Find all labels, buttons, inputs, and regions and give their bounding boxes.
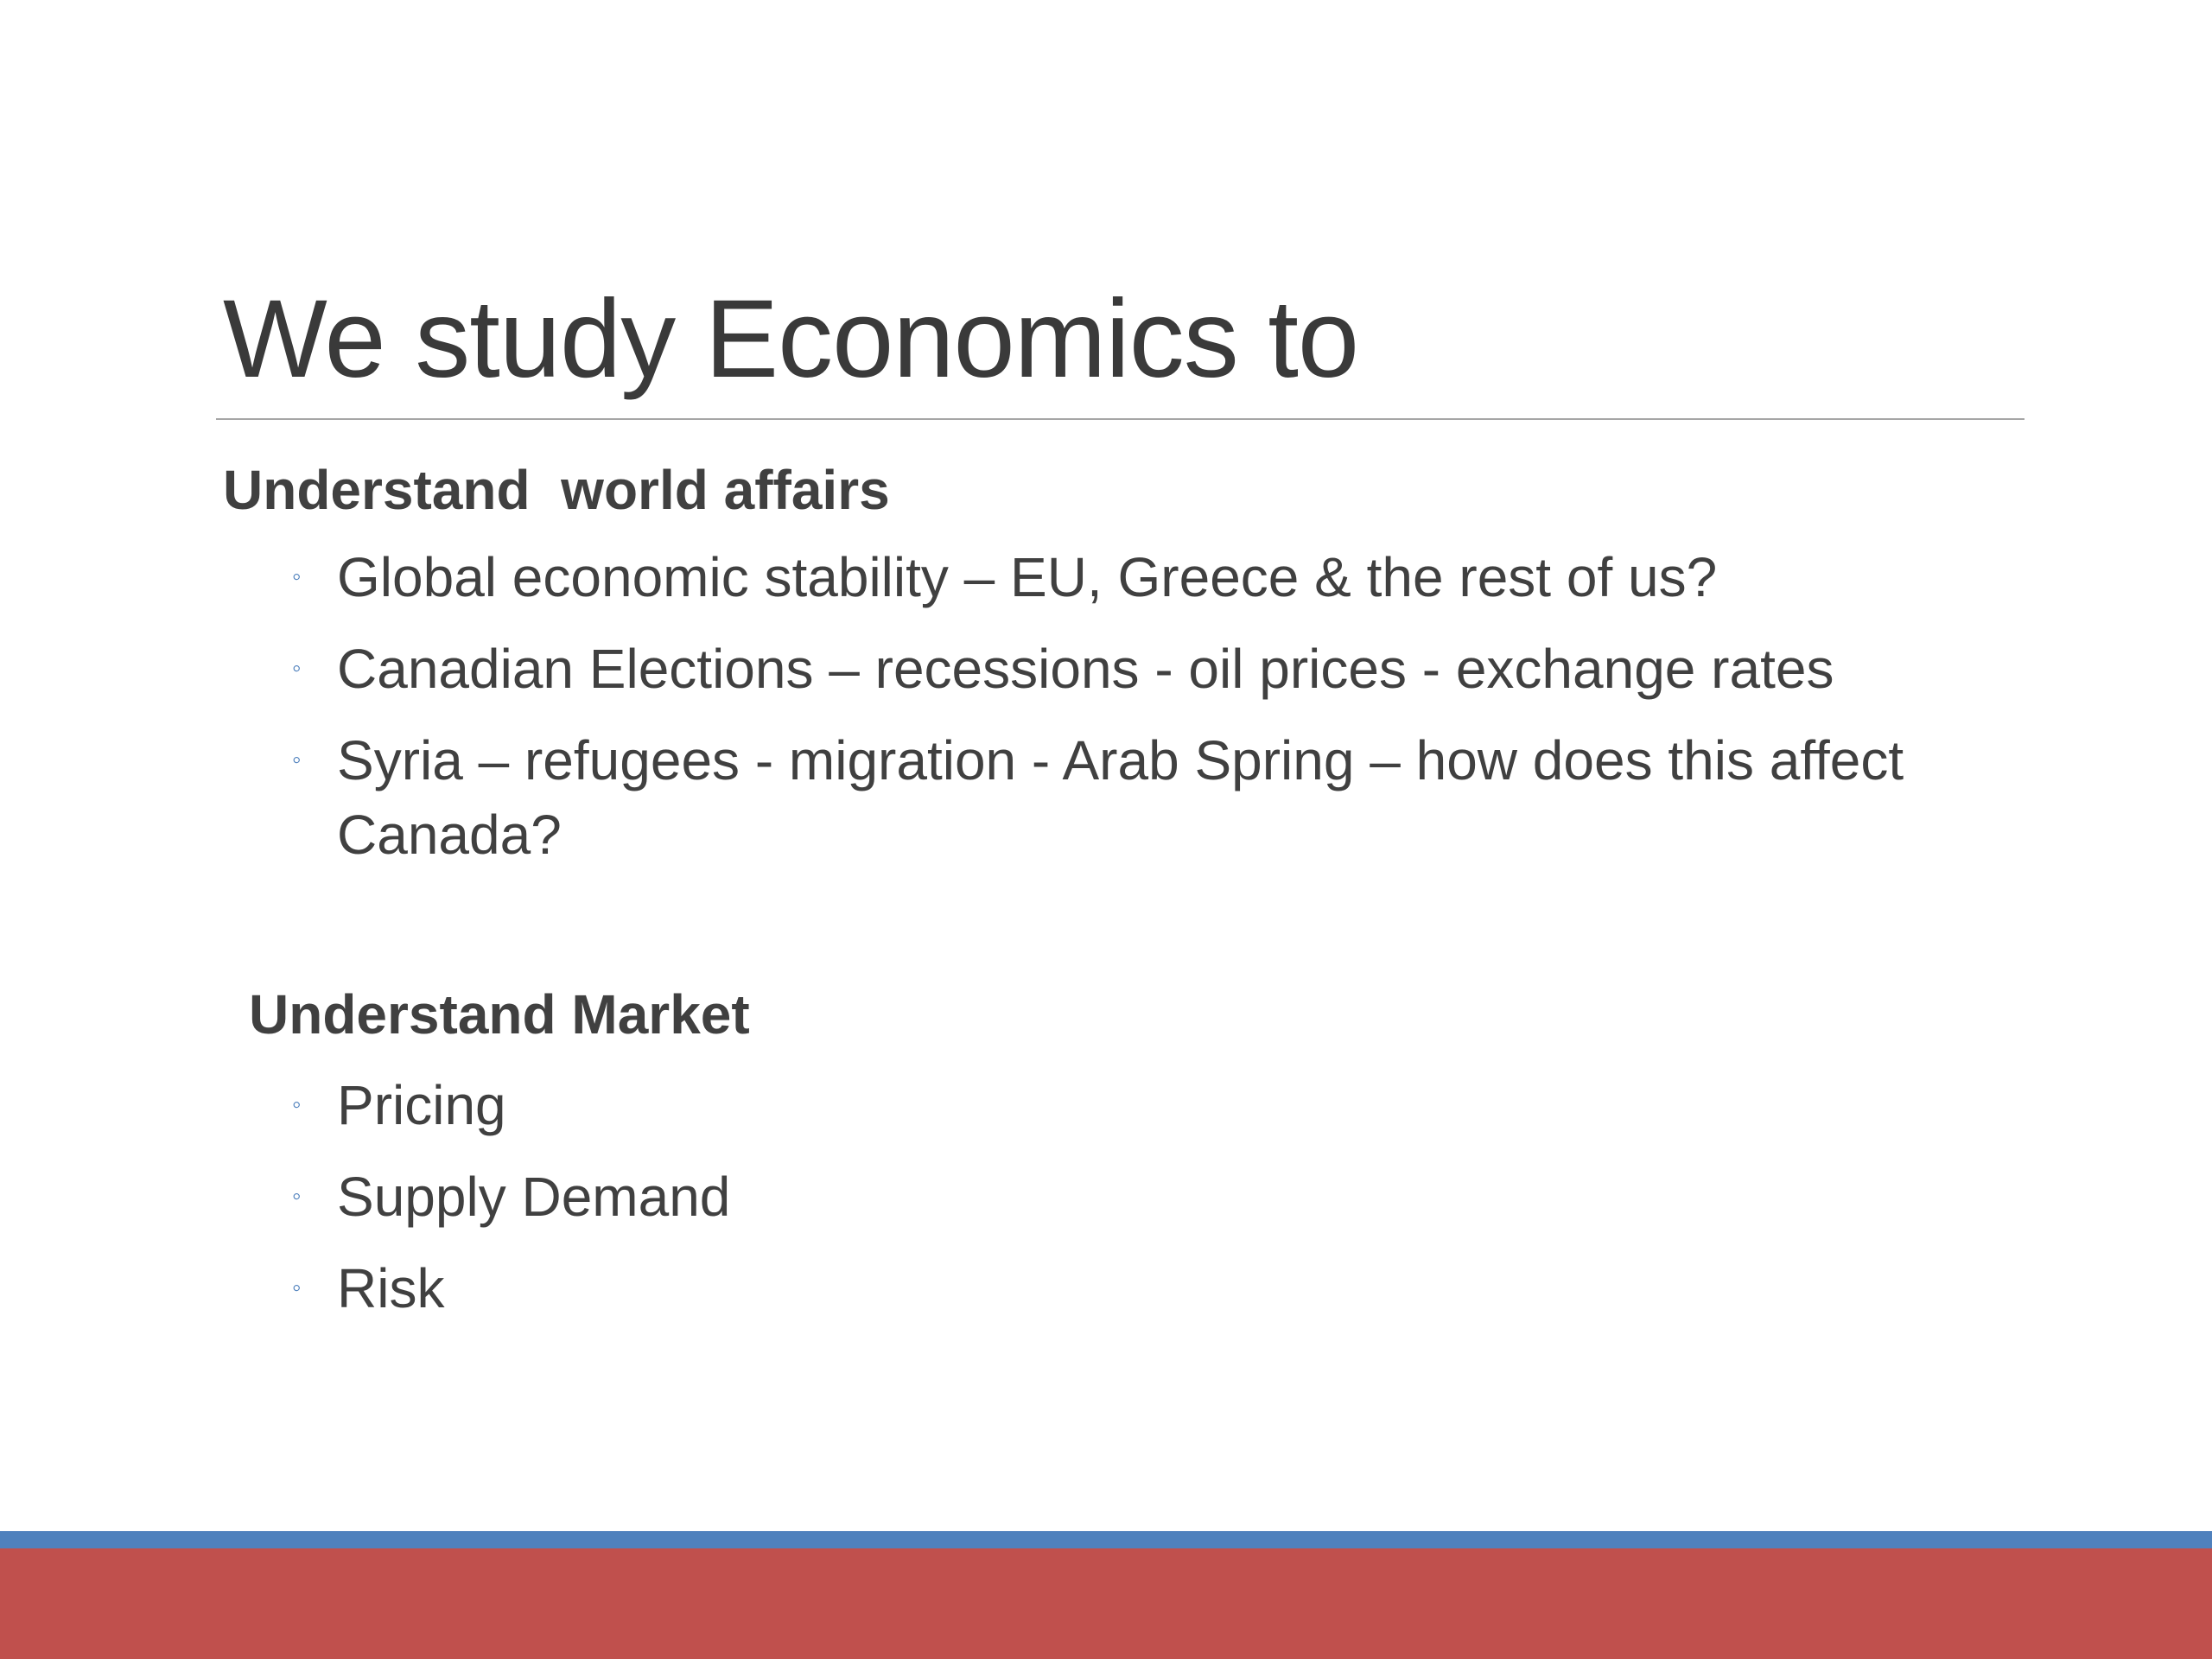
bullet-text: Pricing [337, 1074, 506, 1136]
footer-band [0, 1548, 2212, 1659]
list-item [292, 1251, 2005, 1325]
list-item [292, 1160, 2005, 1234]
section-heading-market: Understand Market [249, 983, 750, 1046]
bullet-text: Supply Demand [337, 1166, 731, 1228]
bullet-circle-icon: ◦ [292, 1090, 302, 1119]
list-item [292, 632, 2005, 706]
bullet-circle-icon: ◦ [292, 654, 302, 683]
bullet-circle-icon: ◦ [292, 746, 302, 774]
bullet-text: Syria – refugees - migration - Arab Spring – how does this affect Canada? [337, 729, 1904, 866]
bullet-text: Global economic stability – EU, Greece & the rest of us? [337, 546, 1718, 608]
title-divider [216, 418, 2024, 420]
bullet-text: Canadian Elections – recessions - oil prices - exchange rates [337, 638, 1834, 700]
bullet-circle-icon: ◦ [292, 563, 302, 591]
bullet-circle-icon: ◦ [292, 1182, 302, 1211]
list-item [292, 723, 2005, 872]
list-item [292, 1068, 2005, 1142]
bullet-circle-icon: ◦ [292, 1274, 302, 1302]
list-item [292, 540, 2005, 614]
footer-accent-stripe [0, 1531, 2212, 1548]
bullet-text: Risk [337, 1257, 445, 1319]
slide-title: We study Economics to [223, 277, 1359, 401]
section-heading-world-affairs: Understand world affairs [223, 459, 890, 521]
